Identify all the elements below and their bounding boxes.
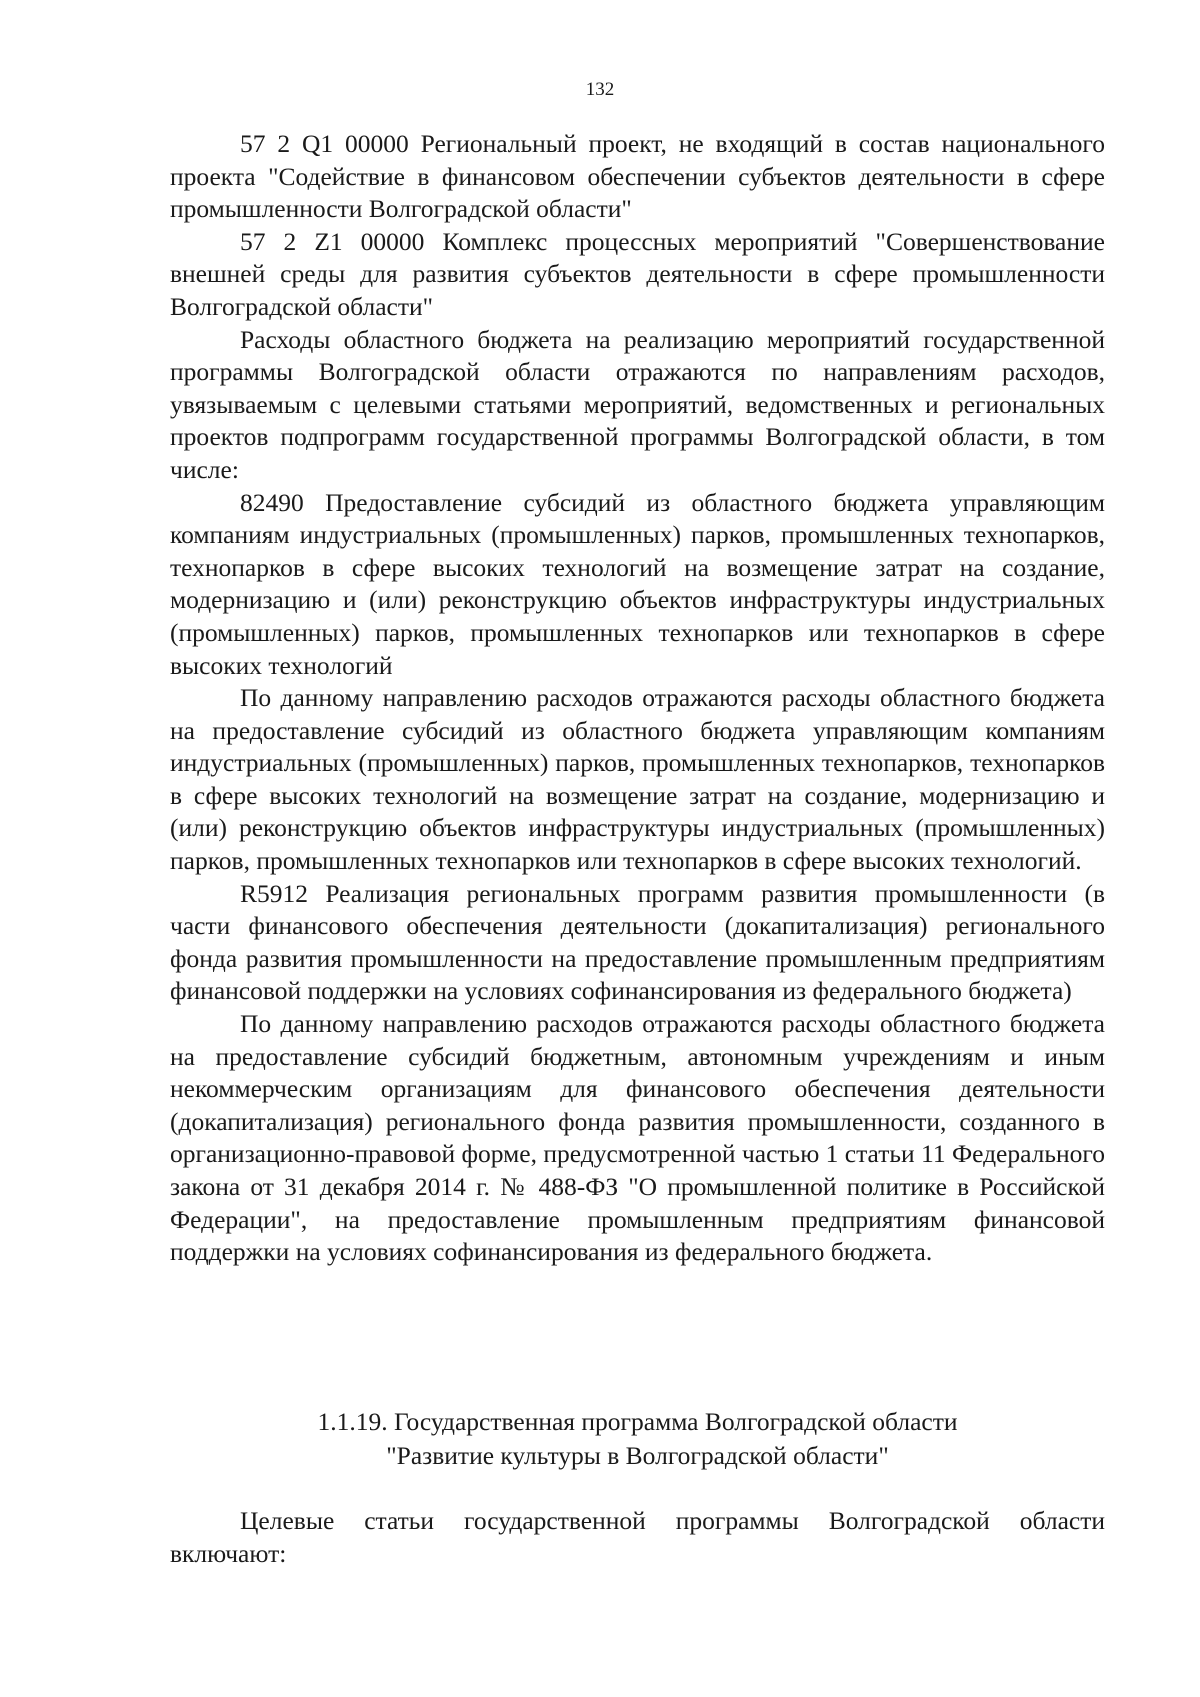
section-heading-line-2: "Развитие культуры в Волгоградской области" — [386, 1441, 889, 1470]
paragraph-r5912-description: По данному направлению расходов отражаются расходы областного бюджета на предоставление субсидий бюджетным, автономным учреждениям и иным некоммерческим организациям для финансового обеспечения деятельности (докапитализация) регионального фонда развития промышленности, созданного в организационно-правовой форме, предусмотренной частью 1 статьи 11 Федерального закона от 31 декабря 2014 г. № 488-ФЗ "О промышленной политике в Российской Федерации", на предоставление промышленным предприятиям финансовой поддержки на условиях софинансирования из федерального бюджета. — [170, 1009, 1105, 1267]
paragraph-project-code: 57 2 Q1 00000 Региональный проект, не входящий в состав национального проекта "Содействие в финансовом обеспечении субъектов деятельности в сфере промышленности Волгоградской области" — [170, 129, 1105, 224]
paragraph-process-complex: 57 2 Z1 00000 Комплекс процессных мероприятий "Совершенствование внешней среды для развития субъектов деятельности в сфере промышленности Волгоградской области" — [170, 226, 1105, 321]
section-heading-line-1: 1.1.19. Государственная программа Волгоградской области — [317, 1407, 958, 1436]
body-text — [170, 128, 1105, 1269]
page-number: 132 — [585, 79, 615, 100]
paragraph-expenses-intro: Расходы областного бюджета на реализацию мероприятий государственной программы Волгоградской области отражаются по направлениям расходов, увязываемым с целевыми статьями мероприятий, ведомственных и региональных проектов подпрограмм государственной программы Волгоградской области, в том числе: — [170, 324, 1105, 484]
paragraph-82490: 82490 Предоставление субсидий из областного бюджета управляющим компаниям индустриальных (промышленных) парков, промышленных технопарков, технопарков в сфере высоких технологий на возмещение затрат на создание, модернизацию и (или) реконструкцию объектов инфраструктуры индустриальных (промышленных) парков, промышленных технопарков или технопарков в сфере высоких технологий — [170, 487, 1105, 680]
closing-text — [170, 1505, 1105, 1570]
paragraph-82490-description: По данному направлению расходов отражаются расходы областного бюджета на предоставление субсидий из областного бюджета управляющим компаниям индустриальных (промышленных) парков, промышленных технопарков, технопарков в сфере высоких технологий на возмещение затрат на создание, модернизацию и (или) реконструкцию объектов инфраструктуры индустриальных (промышленных) парков, промышленных технопарков или технопарков в сфере высоких технологий. — [170, 683, 1105, 876]
paragraph-target-articles: Целевые статьи государственной программы Волгоградской области включают: — [170, 1506, 1105, 1568]
paragraph-r5912: R5912 Реализация региональных программ развития промышленности (в части финансового обеспечения деятельности (докапитализация) регионального фонда развития промышленности на предоставление промышленным предприятиям финансовой поддержки на условиях софинансирования из федерального бюджета) — [170, 878, 1105, 1006]
section-heading — [170, 1405, 1105, 1473]
